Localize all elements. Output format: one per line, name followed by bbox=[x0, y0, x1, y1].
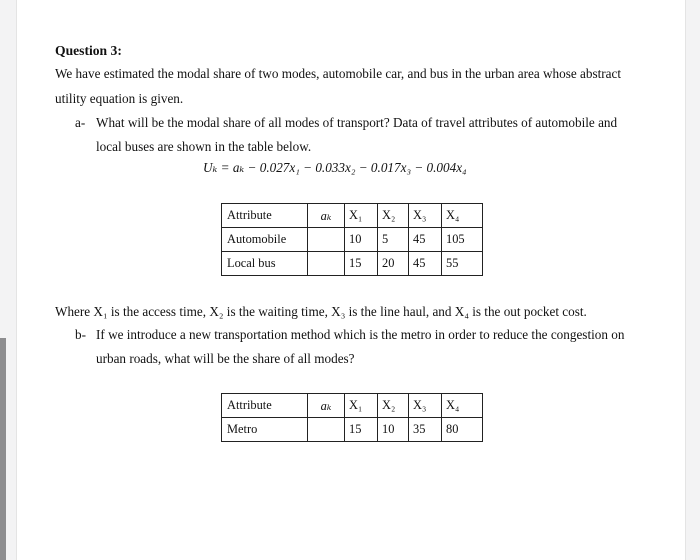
table-cell: 45 bbox=[409, 228, 442, 252]
utility-equation: Uₖ = aₖ − 0.027x₁ − 0.033x₂ − 0.017x₃ − 0.004x₄ bbox=[203, 160, 467, 175]
part-b-line-1: If we introduce a new transportation method which is the metro in order to reduce the congestion on bbox=[96, 327, 625, 342]
table-cell: 45 bbox=[409, 252, 442, 276]
attributes-table-2 bbox=[221, 393, 483, 442]
table-cell: 10 bbox=[345, 228, 378, 252]
table-cell: Automobile bbox=[222, 228, 308, 252]
table-header-cell: Attribute bbox=[222, 394, 308, 418]
intro-line-1: We have estimated the modal share of two modes, automobile car, and bus in the urban area whose abstract bbox=[55, 66, 622, 81]
table-cell: Local bus bbox=[222, 252, 308, 276]
question-title: Question 3: bbox=[55, 43, 122, 58]
table-row bbox=[222, 252, 483, 276]
table-header-row bbox=[222, 394, 483, 418]
table-header-cell: X₃ bbox=[409, 394, 442, 418]
variable-definitions: Where X₁ is the access time, X₂ is the waiting time, X₃ is the line haul, and X₄ is the out pocket cost. bbox=[55, 304, 587, 319]
table-cell: 105 bbox=[442, 228, 483, 252]
part-a-line-1: What will be the modal share of all modes of transport? Data of travel attributes of automobile and bbox=[96, 115, 618, 130]
table-header-cell: X₂ bbox=[378, 204, 409, 228]
table-cell: 15 bbox=[345, 418, 378, 442]
table-cell bbox=[308, 228, 345, 252]
part-b-line-2: urban roads, what will be the share of all modes? bbox=[96, 351, 355, 366]
table-header-cell: Attribute bbox=[222, 204, 308, 228]
table-cell: 20 bbox=[378, 252, 409, 276]
attributes-table-1 bbox=[221, 203, 483, 276]
part-b-marker: b- bbox=[75, 327, 86, 342]
table-header-cell: X₂ bbox=[378, 394, 409, 418]
table-header-row bbox=[222, 204, 483, 228]
table-cell bbox=[308, 252, 345, 276]
table-row bbox=[222, 418, 483, 442]
table-header-cell: X₁ bbox=[345, 204, 378, 228]
table-row bbox=[222, 228, 483, 252]
table-header-cell: X₃ bbox=[409, 204, 442, 228]
table-cell: 55 bbox=[442, 252, 483, 276]
table-cell: 15 bbox=[345, 252, 378, 276]
table-header-cell: X₄ bbox=[442, 394, 483, 418]
part-a-line-2: local buses are shown in the table below. bbox=[96, 139, 312, 154]
table-cell: Metro bbox=[222, 418, 308, 442]
table-cell: 5 bbox=[378, 228, 409, 252]
table-header-cell: aₖ bbox=[308, 204, 345, 228]
part-a-marker: a- bbox=[75, 115, 86, 130]
table-header-cell: aₖ bbox=[308, 394, 345, 418]
table-cell bbox=[308, 418, 345, 442]
intro-line-2: utility equation is given. bbox=[55, 91, 184, 106]
table-header-cell: X₁ bbox=[345, 394, 378, 418]
table-header-cell: X₄ bbox=[442, 204, 483, 228]
window-edge-bar bbox=[0, 338, 6, 560]
table-cell: 35 bbox=[409, 418, 442, 442]
table-cell: 10 bbox=[378, 418, 409, 442]
document-page bbox=[16, 0, 686, 560]
table-cell: 80 bbox=[442, 418, 483, 442]
